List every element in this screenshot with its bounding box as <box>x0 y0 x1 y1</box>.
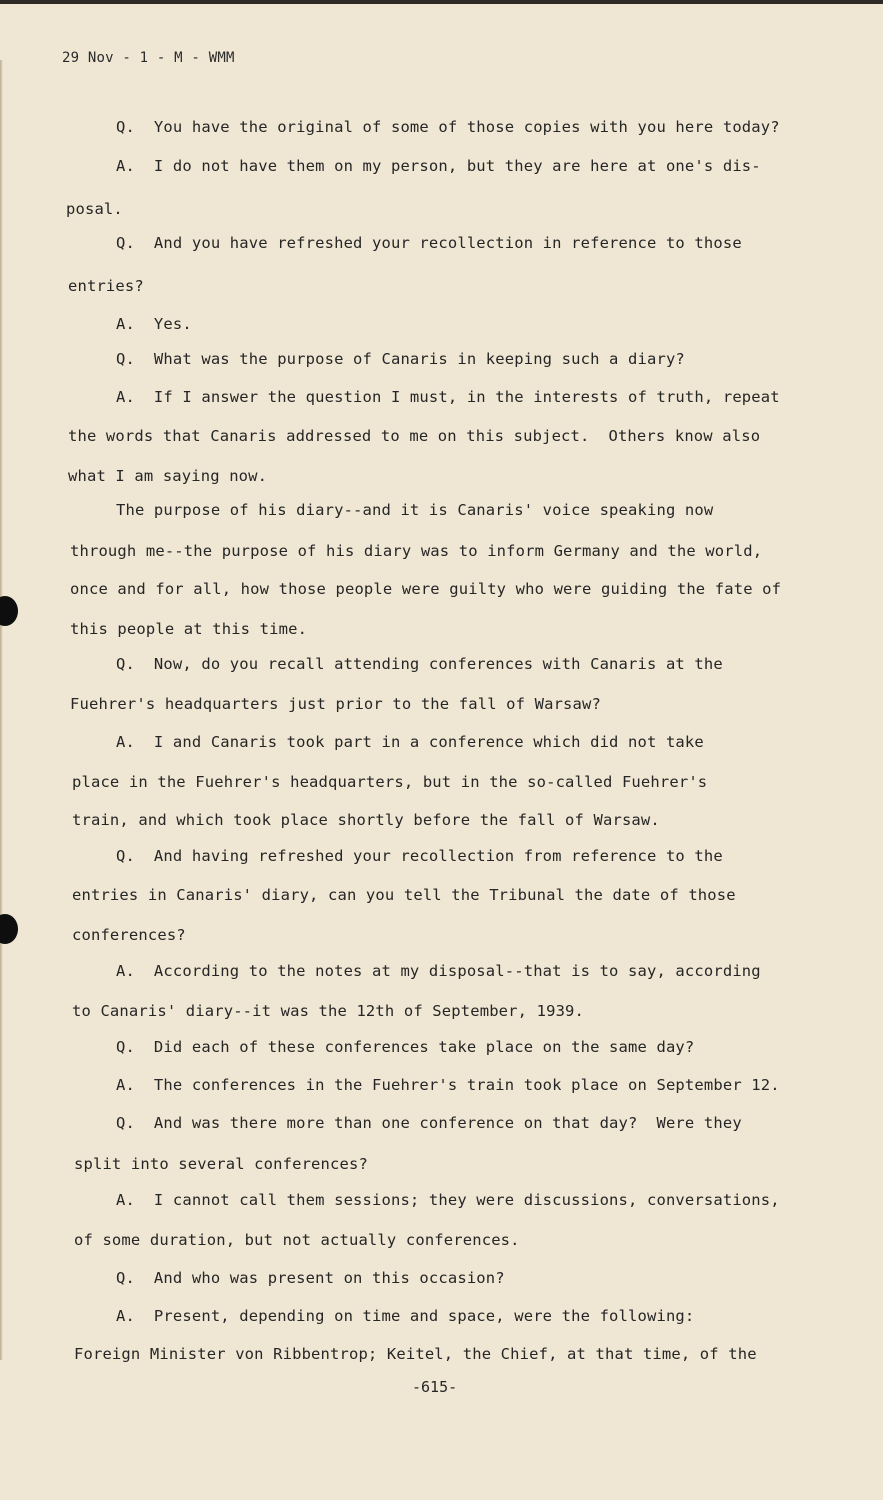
transcript-line: conferences? <box>72 926 186 944</box>
transcript-line: entries? <box>68 277 144 295</box>
transcript-line: split into several conferences? <box>74 1155 368 1173</box>
transcript-line: Q. Did each of these conferences take place on the same day? <box>116 1038 695 1056</box>
transcript-line: posal. <box>66 200 123 218</box>
transcript-line: entries in Canaris' diary, can you tell the Tribunal the date of those <box>72 886 736 904</box>
transcript-line: Q. And having refreshed your recollection from reference to the <box>116 847 723 865</box>
transcript-line: of some duration, but not actually conferences. <box>74 1231 520 1249</box>
punch-hole-icon <box>0 914 18 944</box>
transcript-line: Q. What was the purpose of Canaris in keeping such a diary? <box>116 350 685 368</box>
transcript-line: Q. You have the original of some of those copies with you here today? <box>116 118 780 136</box>
transcript-line: A. According to the notes at my disposal--that is to say, according <box>116 962 761 980</box>
page-number: -615- <box>412 1378 458 1396</box>
transcript-line: what I am saying now. <box>68 467 268 485</box>
transcript-line: The purpose of his diary--and it is Canaris' voice speaking now <box>116 501 714 519</box>
transcript-line: Q. And was there more than one conference on that day? Were they <box>116 1114 742 1132</box>
transcript-line: to Canaris' diary--it was the 12th of September, 1939. <box>72 1002 585 1020</box>
transcript-line: A. I cannot call them sessions; they were discussions, conversations, <box>116 1191 780 1209</box>
transcript-line: the words that Canaris addressed to me on this subject. Others know also <box>68 427 761 445</box>
transcript-line: A. The conferences in the Fuehrer's train took place on September 12. <box>116 1076 780 1094</box>
transcript-line: Q. And you have refreshed your recollection in reference to those <box>116 234 742 252</box>
transcript-line: A. Yes. <box>116 315 192 333</box>
transcript-line: this people at this time. <box>70 620 308 638</box>
page-header: 29 Nov - 1 - M - WMM <box>62 50 235 66</box>
transcript-line: A. I do not have them on my person, but they are here at one's dis- <box>116 157 761 175</box>
punch-hole-icon <box>0 596 18 626</box>
transcript-line: Fuehrer's headquarters just prior to the fall of Warsaw? <box>70 695 601 713</box>
transcript-line: Q. And who was present on this occasion? <box>116 1269 505 1287</box>
top-edge-shadow <box>0 0 883 4</box>
left-crease <box>0 60 3 1360</box>
transcript-line: Q. Now, do you recall attending conferences with Canaris at the <box>116 655 723 673</box>
transcript-line: train, and which took place shortly before the fall of Warsaw. <box>72 811 660 829</box>
transcript-line: through me--the purpose of his diary was to inform Germany and the world, <box>70 542 763 560</box>
transcript-line: Foreign Minister von Ribbentrop; Keitel, the Chief, at that time, of the <box>74 1345 757 1363</box>
transcript-line: A. I and Canaris took part in a conference which did not take <box>116 733 704 751</box>
transcript-line: A. If I answer the question I must, in the interests of truth, repeat <box>116 388 780 406</box>
transcript-line: once and for all, how those people were guilty who were guiding the fate of <box>70 580 782 598</box>
transcript-line: place in the Fuehrer's headquarters, but in the so-called Fuehrer's <box>72 773 708 791</box>
transcript-line: A. Present, depending on time and space, were the following: <box>116 1307 695 1325</box>
